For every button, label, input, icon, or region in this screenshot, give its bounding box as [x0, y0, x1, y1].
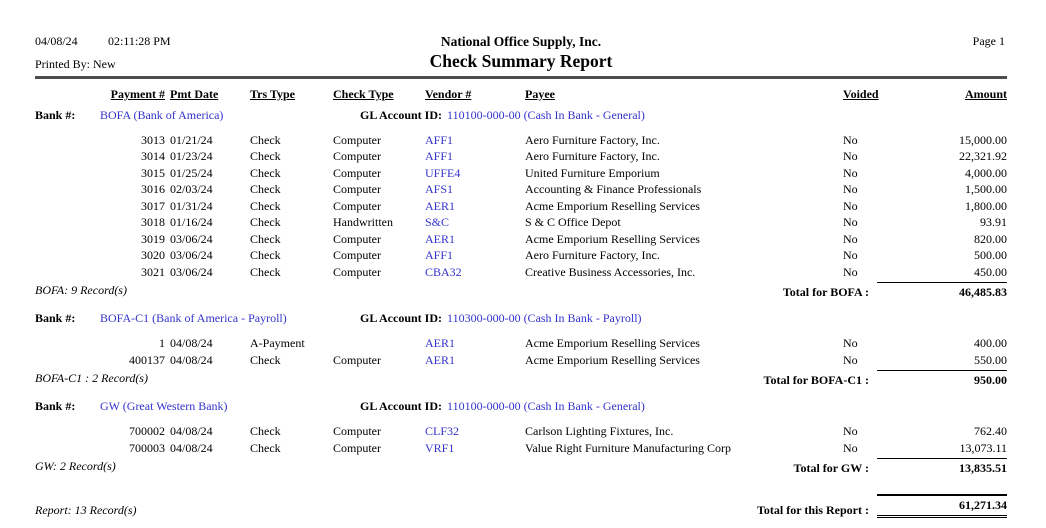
bank-header-row	[35, 310, 1007, 326]
cell-pmt-date: 02/03/24	[170, 182, 213, 196]
cell-trs-type: Check	[250, 215, 281, 229]
gl-account-label: GL Account ID:	[360, 107, 443, 122]
cell-vendor-link[interactable]: AER1	[425, 198, 455, 213]
header-center	[335, 33, 707, 73]
cell-voided: No	[843, 336, 858, 350]
cell-vendor-link[interactable]: AFF1	[425, 132, 454, 147]
table-row	[35, 132, 1007, 149]
cell-payee: S & C Office Depot	[525, 215, 621, 229]
bank-number-label: Bank #:	[35, 107, 76, 122]
gl-account-link[interactable]: 110100-000-00 (Cash In Bank - General)	[447, 399, 645, 413]
cell-amount: 22,321.92	[959, 149, 1007, 163]
section-rows	[35, 335, 1007, 368]
table-row	[35, 165, 1007, 182]
cell-pmt-date: 01/25/24	[170, 165, 213, 180]
cell-trs-type: Check	[250, 264, 281, 279]
cell-voided: No	[843, 165, 858, 180]
col-voided: Voided	[843, 87, 879, 101]
cell-check-type: Computer	[333, 132, 381, 147]
gl-account-link[interactable]: 110300-000-00 (Cash In Bank - Payroll)	[447, 311, 642, 325]
table-row	[35, 247, 1007, 264]
header-left	[35, 33, 335, 73]
table-row	[35, 440, 1007, 457]
col-payee: Payee	[525, 87, 555, 101]
cell-pmt-date: 03/06/24	[170, 264, 213, 279]
cell-payee: Acme Emporium Reselling Services	[525, 336, 700, 350]
print-date: 04/08/24	[35, 34, 78, 48]
cell-payee: Aero Furniture Factory, Inc.	[525, 132, 660, 147]
cell-vendor-link[interactable]: S&C	[425, 215, 450, 229]
cell-pmt-date: 03/06/24	[170, 248, 213, 262]
section-footer	[35, 370, 1007, 388]
bank-header-row	[35, 398, 1007, 414]
cell-check-type	[333, 335, 425, 352]
cell-vendor-link[interactable]: AFS1	[425, 182, 454, 196]
cell-payee: Value Right Furniture Manufacturing Corp	[525, 440, 731, 455]
cell-pmt-date: 01/31/24	[170, 198, 213, 213]
section-record-count: GW: 2 Record(s)	[35, 459, 116, 473]
cell-amount: 1,800.00	[965, 198, 1007, 213]
section-total-label: Total for BOFA :	[782, 285, 869, 299]
cell-pmt-date: 04/08/24	[170, 424, 213, 438]
table-row	[35, 231, 1007, 248]
cell-amount: 1,500.00	[965, 182, 1007, 196]
header-divider	[35, 76, 1007, 79]
cell-voided: No	[843, 132, 858, 147]
cell-trs-type: Check	[250, 440, 281, 455]
page-number: Page 1	[972, 34, 1005, 48]
col-trs-type: Trs Type	[250, 87, 296, 101]
cell-trs-type: Check	[250, 182, 281, 196]
cell-voided: No	[843, 149, 858, 163]
section-rows	[35, 132, 1007, 281]
cell-voided: No	[843, 215, 858, 229]
cell-amount: 13,073.11	[959, 440, 1007, 455]
cell-check-type: Computer	[333, 165, 381, 180]
section-total-amount: 13,835.51	[877, 458, 1007, 476]
bank-section	[35, 398, 1007, 476]
cell-payment: 3016	[141, 182, 165, 196]
cell-payment: 3014	[141, 149, 165, 163]
cell-pmt-date: 03/06/24	[170, 231, 213, 246]
cell-vendor-link[interactable]: VRF1	[425, 440, 455, 455]
cell-payment: 3017	[141, 198, 165, 213]
cell-pmt-date: 04/08/24	[170, 336, 213, 350]
cell-amount: 15,000.00	[959, 132, 1007, 147]
col-vendor: Vendor #	[425, 87, 472, 101]
cell-trs-type: Check	[250, 132, 281, 147]
cell-payee: Aero Furniture Factory, Inc.	[525, 248, 660, 262]
cell-payment: 1	[159, 336, 165, 350]
section-total-label: Total for BOFA-C1 :	[763, 373, 869, 387]
col-check-type: Check Type	[333, 87, 394, 101]
section-footer	[35, 282, 1007, 300]
section-rows	[35, 423, 1007, 456]
table-row	[35, 214, 1007, 231]
cell-trs-type: Check	[250, 352, 281, 367]
cell-payment: 3021	[141, 264, 165, 279]
cell-check-type: Computer	[333, 440, 381, 455]
section-total	[783, 282, 1007, 300]
cell-amount: 450.00	[974, 264, 1007, 279]
cell-vendor-link[interactable]: CBA32	[425, 264, 462, 279]
cell-payee: United Furniture Emporium	[525, 165, 660, 180]
cell-vendor-link[interactable]: AER1	[425, 336, 455, 350]
cell-payment: 3018	[141, 215, 165, 229]
report-title: Check Summary Report	[429, 51, 613, 71]
cell-trs-type: Check	[250, 165, 281, 180]
cell-pmt-date: 04/08/24	[170, 440, 213, 455]
bank-id-link[interactable]: BOFA-C1 (Bank of America - Payroll)	[100, 311, 287, 325]
cell-payee: Aero Furniture Factory, Inc.	[525, 149, 660, 163]
cell-amount: 93.91	[980, 215, 1007, 229]
cell-voided: No	[843, 182, 858, 196]
cell-payment: 700003	[129, 440, 165, 455]
cell-payee: Creative Business Accessories, Inc.	[525, 264, 696, 279]
cell-amount: 400.00	[974, 336, 1007, 350]
bank-header-row	[35, 107, 1007, 123]
cell-payment: 3020	[141, 248, 165, 262]
cell-vendor-link[interactable]: UFFE4	[425, 165, 461, 180]
report-total	[757, 494, 1007, 518]
report-record-count: Report: 13 Record(s)	[35, 503, 137, 517]
cell-check-type: Computer	[333, 264, 381, 279]
cell-payee: Acme Emporium Reselling Services	[525, 352, 700, 367]
cell-vendor-link[interactable]: AER1	[425, 231, 455, 246]
page-header	[35, 33, 1007, 73]
cell-trs-type: Check	[250, 231, 281, 246]
cell-check-type: Computer	[333, 149, 381, 163]
cell-amount: 820.00	[974, 231, 1007, 246]
cell-trs-type: Check	[250, 149, 281, 163]
cell-payment: 400137	[129, 352, 165, 367]
table-row	[35, 181, 1007, 198]
cell-payment: 3019	[141, 231, 165, 246]
section-total-amount: 46,485.83	[877, 282, 1007, 300]
cell-vendor-link[interactable]: AER1	[425, 352, 455, 367]
table-row	[35, 148, 1007, 165]
gl-account-link[interactable]: 110100-000-00 (Cash In Bank - General)	[447, 107, 645, 122]
table-row	[35, 423, 1007, 440]
cell-amount: 4,000.00	[965, 165, 1007, 180]
cell-voided: No	[843, 198, 858, 213]
col-pmt-date: Pmt Date	[170, 87, 219, 101]
gl-account-label: GL Account ID:	[360, 399, 443, 413]
cell-payee: Carlson Lighting Fixtures, Inc.	[525, 424, 674, 438]
cell-pmt-date: 01/21/24	[170, 132, 213, 147]
section-record-count: BOFA-C1 : 2 Record(s)	[35, 371, 148, 385]
printed-by: Printed By: New	[35, 57, 116, 71]
table-row	[35, 352, 1007, 369]
bank-number-label: Bank #:	[35, 399, 76, 413]
section-footer	[35, 458, 1007, 476]
cell-check-type: Computer	[333, 248, 381, 262]
cell-check-type: Handwritten	[333, 215, 393, 229]
section-total-label: Total for GW :	[793, 461, 869, 475]
cell-voided: No	[843, 424, 858, 438]
cell-pmt-date: 01/16/24	[170, 215, 213, 229]
gl-account-label: GL Account ID:	[360, 311, 443, 325]
cell-vendor-link[interactable]: AFF1	[425, 248, 454, 262]
bank-section	[35, 107, 1007, 301]
report-total-label: Total for this Report :	[757, 503, 869, 517]
cell-voided: No	[843, 440, 858, 455]
col-amount: Amount	[964, 87, 1007, 101]
table-row	[35, 264, 1007, 281]
bank-number-label: Bank #:	[35, 311, 76, 325]
cell-check-type: Computer	[333, 182, 381, 196]
cell-amount: 762.40	[974, 424, 1007, 438]
col-payment: Payment #	[110, 87, 165, 101]
print-time: 02:11:28 PM	[108, 34, 171, 48]
cell-payment: 3015	[141, 165, 165, 180]
cell-trs-type: Check	[250, 424, 281, 438]
cell-check-type: Computer	[333, 198, 381, 213]
bank-id-link[interactable]: BOFA (Bank of America)	[100, 107, 224, 122]
sections	[35, 107, 1007, 477]
report-total-amount: 61,271.34	[877, 494, 1007, 518]
section-total-amount: 950.00	[877, 370, 1007, 388]
cell-trs-type: Check	[250, 248, 281, 262]
cell-trs-type: Check	[250, 198, 281, 213]
cell-amount: 500.00	[974, 248, 1007, 262]
table-row	[35, 198, 1007, 215]
cell-voided: No	[843, 248, 858, 262]
section-total	[764, 370, 1007, 388]
cell-pmt-date: 04/08/24	[170, 352, 213, 367]
cell-check-type: Computer	[333, 352, 381, 367]
cell-payment: 700002	[129, 424, 165, 438]
cell-payee: Acme Emporium Reselling Services	[525, 231, 700, 246]
cell-vendor-link[interactable]: CLF32	[425, 424, 460, 438]
cell-check-type: Computer	[333, 424, 381, 438]
cell-voided: No	[843, 264, 858, 279]
column-header-row	[35, 86, 1007, 103]
cell-vendor-link[interactable]: AFF1	[425, 149, 454, 163]
cell-payment: 3013	[141, 132, 165, 147]
section-total	[794, 458, 1007, 476]
print-datetime	[35, 33, 335, 50]
cell-check-type: Computer	[333, 231, 381, 246]
section-record-count: BOFA: 9 Record(s)	[35, 283, 127, 297]
cell-voided: No	[843, 352, 858, 367]
table-row	[35, 335, 1007, 352]
cell-voided: No	[843, 231, 858, 246]
cell-pmt-date: 01/23/24	[170, 149, 213, 163]
bank-id-link[interactable]: GW (Great Western Bank)	[100, 399, 228, 413]
company-name: National Office Supply, Inc.	[440, 34, 602, 49]
bank-section	[35, 310, 1007, 388]
cell-trs-type: A-Payment	[250, 336, 305, 350]
cell-payee: Acme Emporium Reselling Services	[525, 198, 700, 213]
cell-amount: 550.00	[974, 352, 1007, 367]
report-footer	[35, 494, 1007, 518]
cell-payee: Accounting & Finance Professionals	[525, 182, 702, 196]
